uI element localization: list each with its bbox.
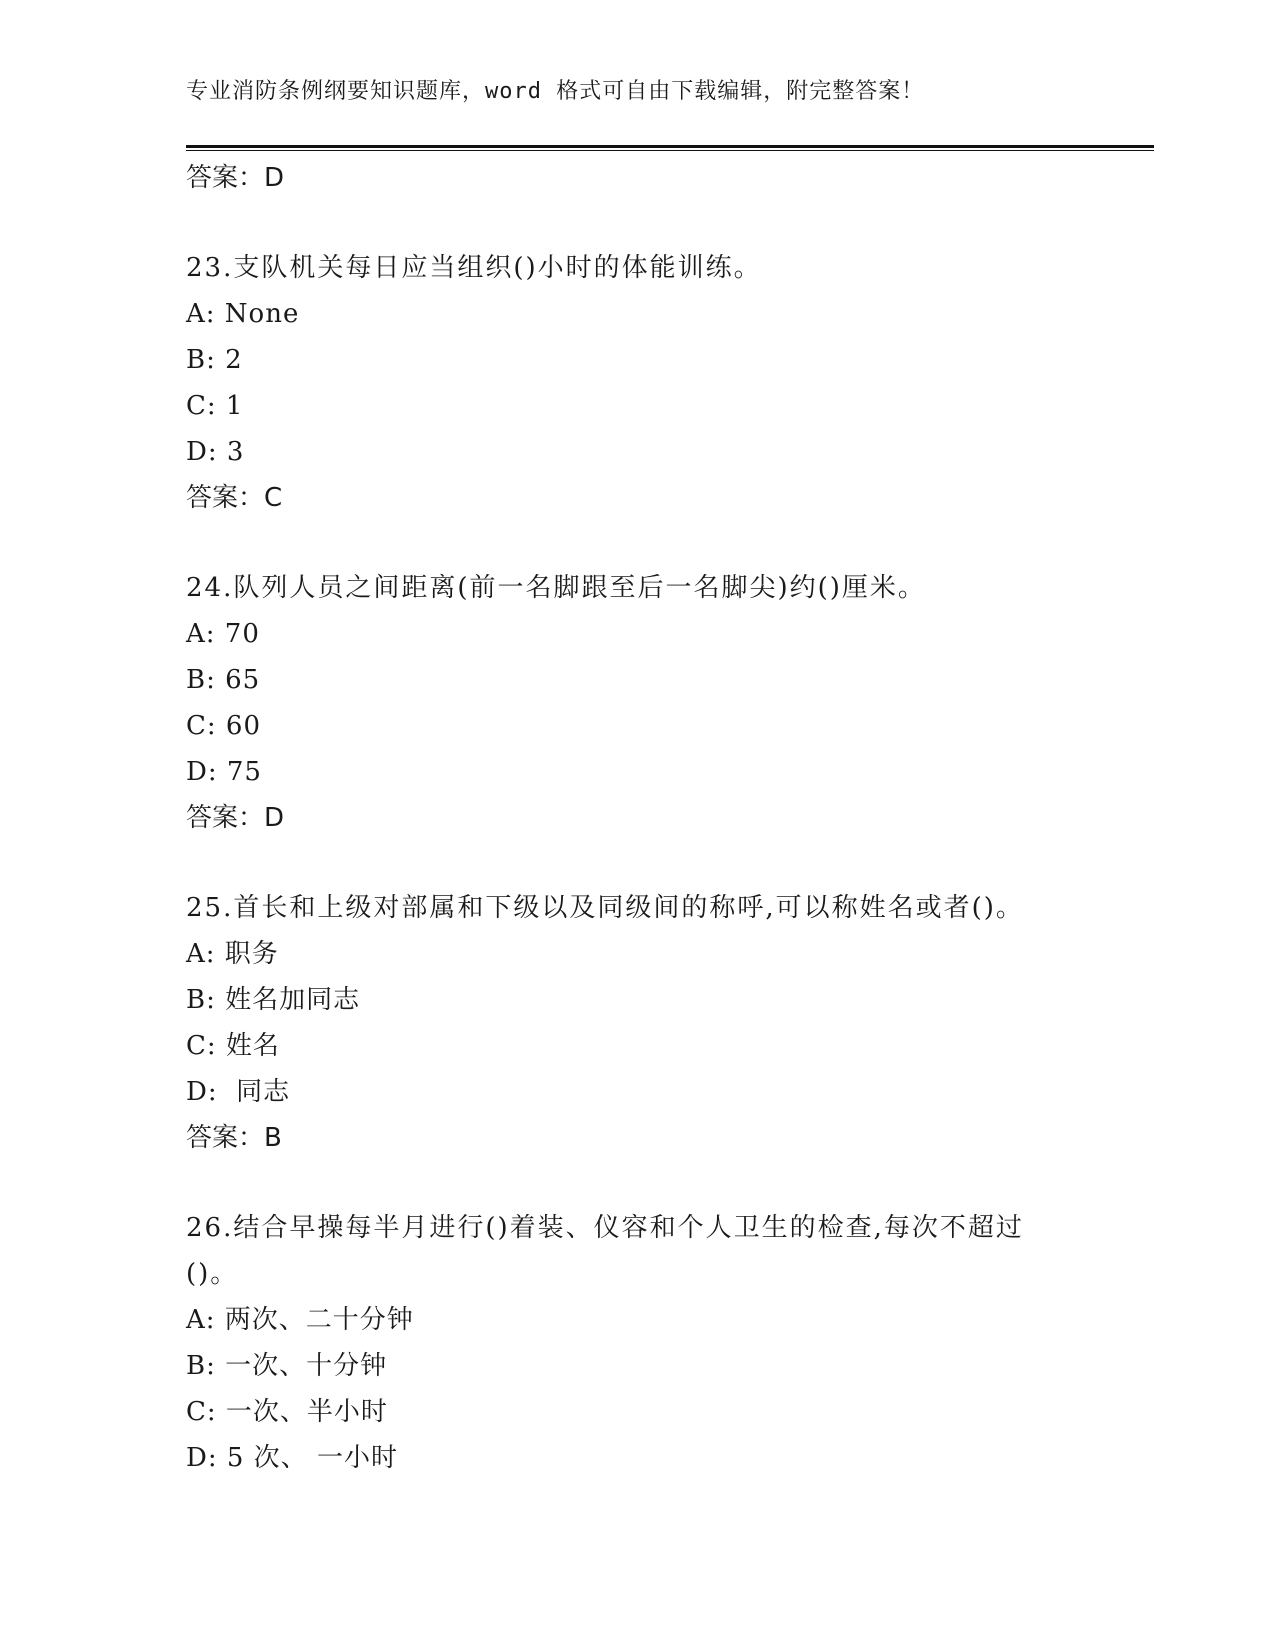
page-header: 专业消防条例纲要知识题库，word 格式可自由下载编辑，附完整答案！ bbox=[186, 79, 925, 104]
option-b: B: 2 bbox=[186, 345, 243, 375]
option-a: A: 职务 bbox=[186, 939, 279, 969]
answer-line: 答案：B bbox=[186, 1123, 282, 1153]
option-c: C: 1 bbox=[186, 391, 244, 421]
option-b: B: 65 bbox=[186, 665, 261, 695]
answer-line: 答案：D bbox=[186, 803, 285, 833]
option-c: C: 姓名 bbox=[186, 1031, 280, 1061]
option-d: D: 75 bbox=[186, 757, 262, 787]
option-a: A: 两次、二十分钟 bbox=[186, 1305, 414, 1335]
option-a: A: 70 bbox=[186, 619, 260, 649]
option-b: B: 姓名加同志 bbox=[186, 985, 361, 1015]
question-23 bbox=[186, 245, 1086, 521]
question-list bbox=[186, 155, 1086, 1481]
question-text: 25.首长和上级对部属和下级以及同级间的称呼,可以称姓名或者()。 bbox=[186, 893, 1024, 923]
option-c: C: 60 bbox=[186, 711, 262, 741]
option-c: C: 一次、半小时 bbox=[186, 1397, 388, 1427]
question-26 bbox=[186, 1205, 1086, 1481]
question-text: 24.队列人员之间距离(前一名脚跟至后一名脚尖)约()厘米。 bbox=[186, 573, 926, 603]
question-text-line-1: 26.结合早操每半月进行()着装、仪容和个人卫生的检查,每次不超过 bbox=[186, 1213, 1024, 1243]
option-d: D: 5 次、 一小时 bbox=[186, 1443, 398, 1473]
question-text-line-2: ()。 bbox=[186, 1259, 239, 1289]
option-d: D: 同志 bbox=[186, 1077, 291, 1107]
option-d: D: 3 bbox=[186, 437, 245, 467]
question-24 bbox=[186, 565, 1086, 841]
option-b: B: 一次、十分钟 bbox=[186, 1351, 388, 1381]
option-a: A: None bbox=[186, 299, 300, 329]
question-text: 23.支队机关每日应当组织()小时的体能训练。 bbox=[186, 253, 762, 283]
header-rule-thin bbox=[186, 150, 1154, 151]
answer-line: 答案：C bbox=[186, 483, 283, 513]
header-rule-thick bbox=[186, 145, 1154, 148]
answer-line: 答案：D bbox=[186, 163, 285, 193]
question-25 bbox=[186, 885, 1086, 1161]
